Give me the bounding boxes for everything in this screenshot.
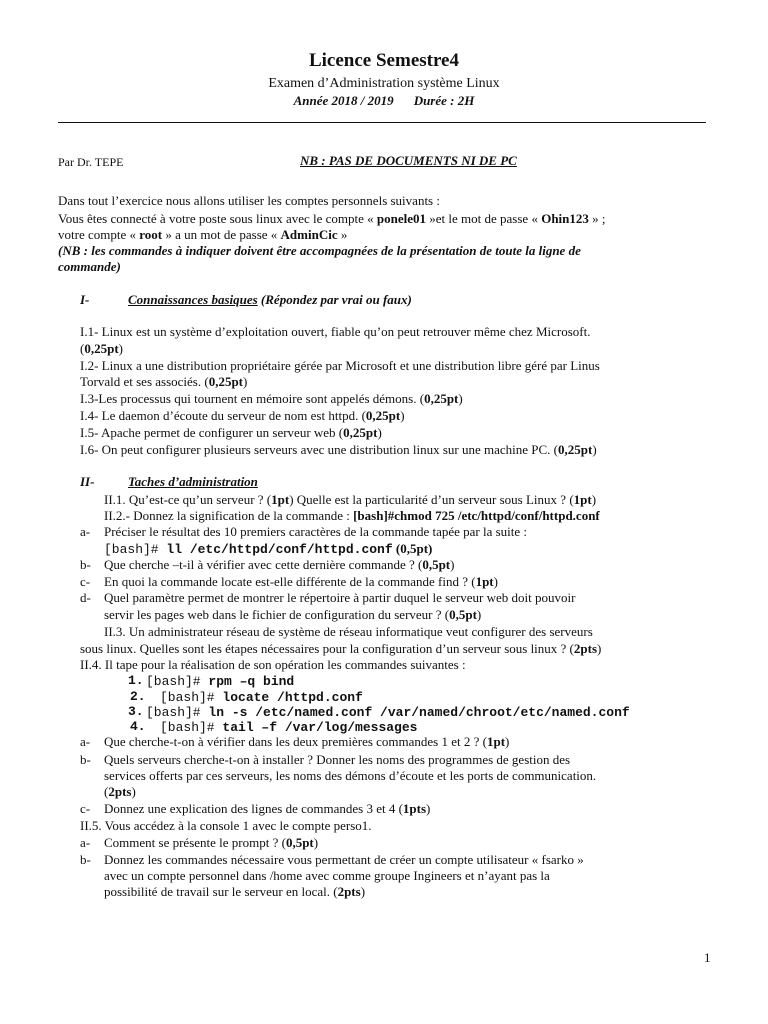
question-d-label: d- bbox=[80, 590, 91, 605]
question-c-text: En quoi la commande locate est-elle différente de la commande find ? (1pt) bbox=[104, 574, 498, 589]
command-number: 3. bbox=[128, 704, 144, 719]
question-2-4: II.4. Il tape pour la réalisation de son opération les commandes suivantes : bbox=[80, 657, 466, 672]
command-text: locate /httpd.conf bbox=[222, 690, 363, 705]
intro-line-1: Dans tout l’exercice nous allons utiliser les comptes personnels suivants : bbox=[58, 193, 440, 208]
root-account: root bbox=[139, 227, 163, 242]
section-1-line: Torvald et ses associés. (0,25pt) bbox=[80, 374, 248, 389]
question-4b-label: b- bbox=[80, 752, 91, 767]
section-1-line: (0,25pt) bbox=[80, 341, 123, 356]
question-4b-line-1: Quels serveurs cherche-t-on à installer ? Donner les noms des programmes de gestion des bbox=[104, 752, 571, 767]
question-5a-label: a- bbox=[80, 835, 91, 850]
command-line: [bash]# rpm –q bind bbox=[146, 674, 295, 689]
question-4b-line-3: (2pts) bbox=[104, 784, 136, 799]
points: 0,25pt bbox=[343, 425, 378, 440]
question-4a-text: Que cherche-t-on à vérifier dans les deux premières commandes 1 et 2 ? (1pt) bbox=[104, 734, 510, 749]
section-1-line: I.1- Linux est un système d’exploitation ouvert, fiable qu’on peut retrouver même chez Microsoft. bbox=[80, 324, 591, 339]
points: 0,25pt bbox=[84, 341, 119, 356]
root-password: AdminCic bbox=[280, 227, 338, 242]
intro-note-2: commande) bbox=[58, 259, 121, 274]
question-d-line-1: Quel paramètre permet de montrer le répertoire à partir duquel le serveur web doit pouvoir bbox=[104, 590, 576, 605]
header-rule bbox=[58, 122, 706, 123]
question-5b-line-2: avec un compte personnel dans /home avec comme groupe Ingineers et n’ayant pas la bbox=[104, 868, 550, 883]
command-number: 4. bbox=[130, 719, 146, 734]
points: 0,25pt bbox=[365, 408, 401, 423]
command-number: 2. bbox=[130, 689, 146, 704]
section-1-title: Connaissances basiques bbox=[128, 292, 258, 307]
command-line: [bash]# tail –f /var/log/messages bbox=[160, 720, 418, 735]
command-text: rpm –q bind bbox=[208, 674, 295, 689]
user-password: Ohin123 bbox=[541, 211, 589, 226]
document-subtitle: Examen d’Administration système Linux bbox=[268, 76, 500, 91]
nb-notice: NB : PAS DE DOCUMENTS NI DE PC bbox=[300, 153, 517, 168]
command-line: [bash]# locate /httpd.conf bbox=[160, 690, 363, 705]
section-1-line: I.5- Apache permet de configurer un serveur web (0,25pt) bbox=[80, 425, 382, 440]
points: 0,25pt bbox=[558, 442, 593, 457]
question-2-2: II.2.- Donnez la signification de la commande : [bash]#chmod 725 /etc/httpd/conf/httpd.conf bbox=[104, 508, 600, 523]
document-title: Licence Semestre4 bbox=[308, 50, 459, 71]
question-b-label: b- bbox=[80, 557, 91, 572]
command-number: 1. bbox=[128, 673, 144, 688]
question-5b-line-1: Donnez les commandes nécessaire vous permettant de créer un compte utilisateur « fsarko » bbox=[104, 852, 584, 867]
question-2-1: II.1. Qu’est-ce qu’un serveur ? (1pt) Quelle est la particularité d’un serveur sous Linux ? (1pt) bbox=[104, 492, 597, 507]
question-2-3-line-1: II.3. Un administrateur réseau de système de réseau informatique veut configurer des serveurs bbox=[104, 624, 593, 639]
user-account: ponele01 bbox=[376, 211, 427, 226]
question-5b-label: b- bbox=[80, 852, 91, 867]
intro-note-1: (NB : les commandes à indiquer doivent être accompagnées de la présentation de toute la ligne de bbox=[58, 243, 581, 258]
section-1-line: I.2- Linux a une distribution propriétaire gérée par Microsoft et une distribution libre géré par Linus bbox=[80, 358, 600, 373]
ll-command-line: [bash]# ll /etc/httpd/conf/httpd.conf (0,5pt) bbox=[104, 541, 433, 557]
intro-line-3: votre compte « root » a un mot de passe « AdminCic » bbox=[58, 227, 348, 242]
command-text: ln -s /etc/named.conf /var/named/chroot/etc/named.conf bbox=[208, 705, 630, 720]
chmod-command: [bash]#chmod 725 /etc/httpd/conf/httpd.conf bbox=[353, 508, 600, 523]
ll-command: ll /etc/httpd/conf/httpd.conf bbox=[166, 542, 393, 557]
question-4c-text: Donnez une explication des lignes de commandes 3 et 4 (1pts) bbox=[104, 801, 431, 816]
page-number: 1 bbox=[704, 950, 711, 965]
section-1-line: I.6- On peut configurer plusieurs serveurs avec une distribution linux sur une machine PC. (0,25pt) bbox=[80, 442, 597, 457]
question-4a-label: a- bbox=[80, 734, 91, 749]
section-1-line: I.3-Les processus qui tournent en mémoire sont appelés démons. (0,25pt) bbox=[80, 391, 463, 406]
question-2-5: II.5. Vous accédez à la console 1 avec le compte perso1. bbox=[80, 818, 372, 833]
section-2-number: II- bbox=[80, 474, 95, 489]
question-d-line-2: servir les pages web dans le fichier de configuration du serveur ? (0,5pt) bbox=[104, 607, 482, 622]
section-2-title: Taches d’administration bbox=[128, 474, 258, 489]
question-4b-line-2: services offerts par ces serveurs, les noms des démons d’écoute et les ports de communication. bbox=[104, 768, 597, 783]
exam-duration: Durée : 2H bbox=[413, 93, 475, 108]
question-2-3-line-2: sous linux. Quelles sont les étapes nécessaires pour la configuration d’un serveur sous linux ? (2pts) bbox=[80, 641, 602, 656]
question-5b-line-3: possibilité de travail sur le serveur en local. (2pts) bbox=[104, 884, 366, 899]
section-1-heading bbox=[128, 292, 412, 308]
academic-year: Année 2018 / 2019 bbox=[293, 93, 394, 108]
points: 0,25pt bbox=[208, 374, 244, 389]
year-duration bbox=[0, 93, 768, 109]
section-1-line: I.4- Le daemon d’écoute du serveur de nom est httpd. (0,25pt) bbox=[80, 408, 405, 423]
points: 0,25pt bbox=[424, 391, 459, 406]
question-b-text: Que cherche –t-il à vérifier avec cette dernière commande ? (0,5pt) bbox=[104, 557, 455, 572]
question-a-label: a- bbox=[80, 524, 91, 539]
author: Par Dr. TEPE bbox=[58, 155, 124, 169]
question-a-text: Préciser le résultat des 10 premiers caractères de la commande tapée par la suite : bbox=[104, 524, 528, 539]
intro-line-2: Vous êtes connecté à votre poste sous linux avec le compte « ponele01 »et le mot de passe « Ohin123 » ; bbox=[58, 211, 606, 226]
section-1-number: I- bbox=[80, 292, 90, 307]
question-4c-label: c- bbox=[80, 801, 91, 816]
question-5a-text: Comment se présente le prompt ? (0,5pt) bbox=[104, 835, 319, 850]
command-text: tail –f /var/log/messages bbox=[222, 720, 418, 735]
question-c-label: c- bbox=[80, 574, 91, 589]
section-1-hint: (Répondez par vrai ou faux) bbox=[260, 292, 412, 307]
command-line: [bash]# ln -s /etc/named.conf /var/named/chroot/etc/named.conf bbox=[146, 705, 630, 720]
